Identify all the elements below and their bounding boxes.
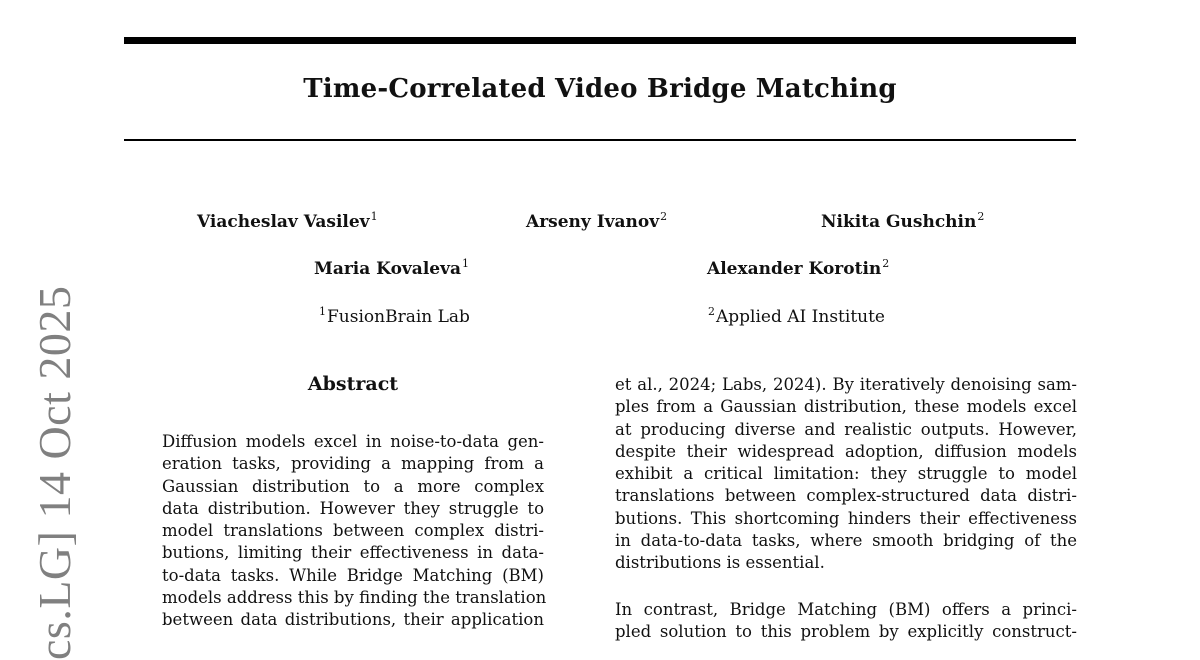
affil-name: Applied AI Institute <box>716 307 885 327</box>
author-vasilev <box>197 212 378 232</box>
text-line: eration tasks, providing a mapping from a <box>162 454 544 474</box>
affil-mark: 2 <box>708 305 715 318</box>
paper-title: Time-Correlated Video Bridge Matching <box>303 74 897 104</box>
text-line: models address this by finding the translation <box>162 588 547 608</box>
author-korotin <box>707 259 889 279</box>
text-line: In contrast, Bridge Matching (BM) offers a princi- <box>615 600 1077 619</box>
text-line: distributions is essential. <box>615 553 825 573</box>
text-line: Diffusion models excel in noise-to-data gen- <box>162 432 544 451</box>
text-line: et al., 2024; Labs, 2024). By iteratively denoising sam- <box>615 375 1077 394</box>
author-affil-mark: 1 <box>461 257 469 270</box>
text-line: at producing diverse and realistic outputs. However, <box>615 419 1077 439</box>
author-gushchin <box>821 212 984 232</box>
top-rule <box>124 37 1076 44</box>
text-line: model translations between complex distri- <box>162 521 544 541</box>
author-name: Maria Kovaleva <box>314 259 461 279</box>
affiliation-fusionbrain <box>319 307 470 327</box>
text-line: ples from a Gaussian distribution, these models excel <box>615 397 1077 417</box>
text-line: butions. This shortcoming hinders their effectiveness <box>615 508 1077 528</box>
text-line: in data-to-data tasks, where smooth bridging of the <box>615 531 1077 551</box>
text-line: to-data tasks. While Bridge Matching (BM) <box>162 565 544 585</box>
text-line: translations between complex-structured data distri- <box>615 486 1077 506</box>
text-line: butions, limiting their effectiveness in data- <box>162 543 544 563</box>
text-line: between data distributions, their application <box>162 610 544 630</box>
affil-mark: 1 <box>319 305 326 318</box>
intro-paragraph-1 <box>615 374 1077 575</box>
abstract-heading: Abstract <box>307 373 399 395</box>
author-name: Alexander Korotin <box>707 259 882 279</box>
author-name: Viacheslav Vasilev <box>197 212 370 232</box>
author-affil-mark: 2 <box>660 210 668 223</box>
text-line: data distribution. However they struggle to <box>162 498 544 518</box>
text-line: exhibit a critical limitation: they struggle to model <box>615 464 1077 484</box>
title-bottom-rule <box>124 139 1076 141</box>
author-affil-mark: 2 <box>977 210 985 223</box>
author-name: Arseny Ivanov <box>526 212 660 232</box>
author-kovaleva <box>314 259 469 279</box>
author-name: Nikita Gushchin <box>821 212 977 232</box>
abstract-text <box>162 431 547 632</box>
text-line: pled solution to this problem by explicitly construct- <box>615 622 1077 642</box>
author-ivanov <box>526 212 667 232</box>
affil-name: FusionBrain Lab <box>327 307 470 327</box>
author-affil-mark: 2 <box>882 257 890 270</box>
text-line: despite their widespread adoption, diffusion models <box>615 441 1077 461</box>
intro-paragraph-2 <box>615 599 1077 644</box>
author-affil-mark: 1 <box>370 210 378 223</box>
affiliation-applied-ai <box>708 307 885 327</box>
arxiv-identifier-stamp: cs.LG] 14 Oct 2025 <box>29 285 80 660</box>
text-line: Gaussian distribution to a more complex <box>162 476 544 496</box>
